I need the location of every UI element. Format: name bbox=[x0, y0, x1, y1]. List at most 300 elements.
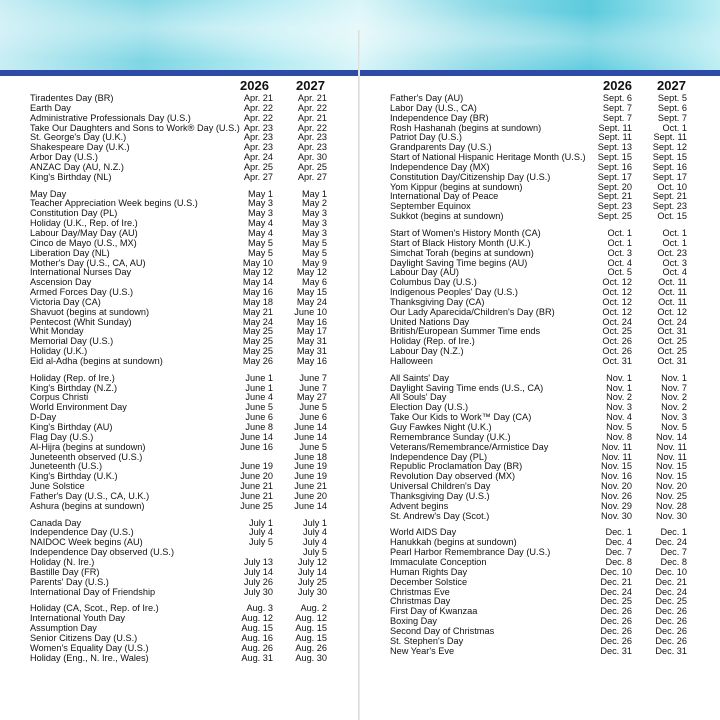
right-month-groups bbox=[390, 94, 690, 656]
date-2027: Aug. 15 bbox=[295, 632, 327, 643]
date-2027: Oct. 25 bbox=[657, 346, 687, 357]
left-page-holiday-list bbox=[30, 78, 330, 718]
holiday-name: Shakespeare Day (U.K.) bbox=[30, 142, 130, 153]
year-label-2026-right: 2026 bbox=[603, 78, 632, 93]
holiday-name: D-Day bbox=[30, 412, 57, 423]
date-2027: July 5 bbox=[302, 547, 327, 558]
date-2026: May 25 bbox=[242, 336, 273, 347]
date-2027: Dec. 26 bbox=[655, 625, 687, 636]
holiday-name: King's Birthday (N.Z.) bbox=[30, 382, 118, 393]
holiday-name: Republic Proclamation Day (BR) bbox=[390, 461, 523, 472]
holiday-name: Our Lady Aparecida/Children's Day (BR) bbox=[390, 306, 555, 317]
date-2027: May 3 bbox=[301, 227, 327, 238]
date-2026: Sept. 21 bbox=[597, 191, 632, 202]
holiday-name: Grandparents Day (U.S.) bbox=[390, 142, 492, 153]
date-2026: Dec. 24 bbox=[600, 586, 632, 597]
date-2026: June 1 bbox=[245, 382, 273, 393]
holiday-name: Teacher Appreciation Week begins (U.S.) bbox=[30, 198, 198, 209]
date-2026: Apr. 23 bbox=[243, 142, 273, 153]
date-2027: Nov. 20 bbox=[656, 481, 687, 492]
date-2026: Dec. 26 bbox=[600, 625, 632, 636]
holiday-row bbox=[390, 347, 690, 357]
date-2027: Nov. 28 bbox=[656, 500, 687, 511]
date-2026: Sept. 25 bbox=[597, 211, 632, 222]
holiday-name: Simchat Torah (begins at sundown) bbox=[390, 247, 534, 258]
date-2027: Oct. 15 bbox=[657, 211, 687, 222]
date-2027: June 7 bbox=[299, 372, 327, 383]
date-2026: May 1 bbox=[247, 188, 273, 199]
date-2026: Apr. 24 bbox=[243, 152, 273, 163]
date-2027: June 7 bbox=[299, 382, 327, 393]
date-2026: Sept. 13 bbox=[597, 142, 632, 153]
date-2027: July 25 bbox=[297, 576, 327, 587]
date-2026: Nov. 29 bbox=[601, 500, 632, 511]
holiday-name: Administrative Professionals Day (U.S.) bbox=[30, 112, 191, 123]
holiday-name: Shavuot (begins at sundown) bbox=[30, 306, 150, 317]
date-2026: July 13 bbox=[243, 556, 273, 567]
holiday-name: Independence Day (U.S.) bbox=[30, 527, 134, 538]
holiday-name: Eid al-Adha (begins at sundown) bbox=[30, 355, 163, 366]
date-2026: Dec. 8 bbox=[605, 556, 632, 567]
date-2027: June 10 bbox=[294, 306, 327, 317]
holiday-row bbox=[30, 502, 330, 512]
month-group bbox=[30, 374, 330, 512]
date-2027: Dec. 25 bbox=[655, 596, 687, 607]
date-2026: Sept. 11 bbox=[598, 132, 632, 143]
holiday-name: Yom Kippur (begins at sundown) bbox=[390, 181, 523, 192]
date-2027: May 24 bbox=[296, 296, 327, 307]
date-2027: Oct. 10 bbox=[657, 181, 687, 192]
date-2026: May 5 bbox=[247, 247, 273, 258]
holiday-name: St. George's Day (U.K.) bbox=[30, 132, 127, 143]
holiday-name: Whit Monday bbox=[30, 326, 84, 337]
date-2027: Oct. 24 bbox=[657, 316, 687, 327]
holiday-name: Patriot Day (U.S.) bbox=[390, 132, 462, 143]
holiday-name: All Souls' Day bbox=[390, 392, 447, 403]
date-2026: May 21 bbox=[242, 306, 273, 317]
holiday-name: Constitution Day (PL) bbox=[30, 208, 118, 219]
date-2026: Nov. 16 bbox=[601, 471, 632, 482]
holiday-name: Veterans/Remembrance/Armistice Day bbox=[390, 441, 549, 452]
date-2026: Oct. 5 bbox=[607, 267, 632, 278]
date-2026: Dec. 26 bbox=[600, 635, 632, 646]
holiday-name: St. Stephen's Day bbox=[390, 635, 464, 646]
holiday-name: International Youth Day bbox=[30, 613, 126, 624]
holiday-name: International Day of Friendship bbox=[30, 586, 156, 597]
holiday-name: Pentecost (Whit Sunday) bbox=[30, 316, 132, 327]
month-group bbox=[30, 190, 330, 367]
date-2026: Sept. 23 bbox=[597, 201, 632, 212]
date-2026: May 3 bbox=[247, 198, 273, 209]
year-header-right bbox=[390, 78, 690, 94]
holiday-name: Constitution Day/Citizenship Day (U.S.) bbox=[390, 171, 551, 182]
date-2026: May 3 bbox=[247, 208, 273, 219]
date-2027: Oct. 11 bbox=[658, 287, 687, 298]
date-2026: Aug. 12 bbox=[241, 613, 273, 624]
date-2027: Nov. 11 bbox=[656, 441, 687, 452]
holiday-name: King's Birthday (U.K.) bbox=[30, 471, 118, 482]
date-2027: Oct. 4 bbox=[662, 267, 687, 278]
date-2026: Nov. 15 bbox=[601, 461, 632, 472]
holiday-name: Start of National Hispanic Heritage Month (U.S.) bbox=[390, 152, 586, 163]
date-2027: Nov. 1 bbox=[661, 372, 687, 383]
date-2027: Dec. 26 bbox=[655, 606, 687, 617]
holiday-row bbox=[390, 212, 690, 222]
date-2026: Apr. 22 bbox=[243, 102, 273, 113]
holiday-name: Daylight Saving Time ends (U.S., CA) bbox=[390, 382, 544, 393]
holiday-name: Labour Day (AU) bbox=[390, 267, 459, 278]
holiday-name: First Day of Kwanzaa bbox=[390, 606, 478, 617]
holiday-name: Independence Day observed (U.S.) bbox=[30, 547, 175, 558]
date-2026: May 12 bbox=[242, 267, 273, 278]
date-2026: May 5 bbox=[247, 237, 273, 248]
date-2027: Oct. 1 bbox=[662, 237, 687, 248]
date-2026: Nov. 8 bbox=[606, 431, 632, 442]
date-2026: Oct. 4 bbox=[607, 257, 632, 268]
date-2026: June 21 bbox=[240, 481, 273, 492]
date-2027: Dec. 26 bbox=[655, 616, 687, 627]
date-2027: Apr. 27 bbox=[297, 171, 327, 182]
date-2027: Apr. 21 bbox=[297, 93, 327, 103]
holiday-name: Take Our Daughters and Sons to Work® Day (U.S.) bbox=[30, 122, 240, 133]
date-2027: Apr. 22 bbox=[297, 122, 327, 133]
date-2027: July 30 bbox=[297, 586, 327, 597]
date-2027: Dec. 7 bbox=[660, 547, 687, 558]
date-2026: July 5 bbox=[248, 537, 273, 548]
date-2026: May 24 bbox=[242, 316, 273, 327]
holiday-name: Boxing Day bbox=[390, 616, 437, 627]
date-2027: May 27 bbox=[296, 392, 327, 403]
date-2027: June 5 bbox=[299, 441, 327, 452]
date-2027: Sept. 6 bbox=[657, 102, 687, 113]
holiday-name: Juneteenth observed (U.S.) bbox=[30, 451, 143, 462]
date-2026: Aug. 26 bbox=[241, 642, 273, 653]
date-2027: Oct. 11 bbox=[658, 277, 687, 288]
date-2026: Nov. 3 bbox=[606, 402, 632, 413]
date-2026: Nov. 1 bbox=[606, 382, 632, 393]
date-2026: Dec. 7 bbox=[605, 547, 632, 558]
date-2026: June 20 bbox=[240, 471, 273, 482]
date-2026: Nov. 30 bbox=[601, 510, 632, 521]
holiday-row bbox=[30, 654, 330, 664]
date-2027: June 14 bbox=[294, 422, 327, 432]
holiday-name: Second Day of Christmas bbox=[390, 625, 495, 636]
holiday-row bbox=[390, 357, 690, 367]
holiday-name: Election Day (U.S.) bbox=[390, 402, 469, 413]
holiday-name: Take Our Kids to Work™ Day (CA) bbox=[390, 412, 532, 423]
holiday-name: Labour Day/May Day (AU) bbox=[30, 227, 138, 238]
holiday-name: June Solstice bbox=[30, 481, 85, 492]
date-2026: Apr. 22 bbox=[243, 112, 273, 123]
holiday-name: Arbor Day (U.S.) bbox=[30, 152, 98, 163]
date-2026: Oct. 31 bbox=[602, 355, 632, 366]
holiday-name: Ashura (begins at sundown) bbox=[30, 500, 145, 511]
date-2026: Nov. 26 bbox=[601, 490, 632, 501]
year-label-2027-left: 2027 bbox=[296, 78, 325, 93]
holiday-name: United Nations Day bbox=[390, 316, 470, 327]
holiday-name: Advent begins bbox=[390, 500, 449, 511]
date-2027: Dec. 24 bbox=[655, 586, 687, 597]
holiday-name: Victoria Day (CA) bbox=[30, 296, 101, 307]
date-2027: Nov. 15 bbox=[656, 471, 687, 482]
holiday-name: Holiday (U.K., Rep. of Ire.) bbox=[30, 218, 138, 229]
holiday-name: Assumption Day bbox=[30, 623, 97, 634]
date-2027: June 14 bbox=[294, 500, 327, 511]
holiday-name: World Environment Day bbox=[30, 402, 127, 413]
date-2026: June 16 bbox=[240, 441, 273, 452]
holiday-name: Holiday (N. Ire.) bbox=[30, 556, 95, 567]
holiday-name: Independence Day (BR) bbox=[390, 112, 489, 123]
date-2027: July 4 bbox=[302, 527, 327, 538]
date-2026: Apr. 23 bbox=[243, 122, 273, 133]
date-2027: Apr. 30 bbox=[297, 152, 327, 163]
holiday-name: King's Birthday (NL) bbox=[30, 171, 112, 182]
date-2026: July 30 bbox=[243, 586, 273, 597]
date-2026: July 26 bbox=[243, 576, 273, 587]
holiday-name: World AIDS Day bbox=[390, 527, 457, 538]
year-header-left bbox=[30, 78, 330, 94]
date-2026: Dec. 31 bbox=[600, 645, 632, 656]
date-2027: July 4 bbox=[302, 537, 327, 548]
holiday-name: Christmas Day bbox=[390, 596, 451, 607]
date-2026: Apr. 27 bbox=[243, 171, 273, 182]
date-2026: May 26 bbox=[242, 355, 273, 366]
date-2027: Oct. 31 bbox=[657, 326, 687, 337]
holiday-name: Parents' Day (U.S.) bbox=[30, 576, 109, 587]
date-2026: Apr. 21 bbox=[243, 93, 273, 103]
date-2026: Sept. 11 bbox=[598, 122, 632, 133]
date-2027: May 31 bbox=[296, 336, 327, 347]
date-2027: June 21 bbox=[294, 481, 327, 492]
holiday-row bbox=[390, 512, 690, 522]
date-2026: Oct. 3 bbox=[607, 247, 632, 258]
date-2027: Oct. 12 bbox=[657, 306, 687, 317]
date-2027: June 20 bbox=[294, 490, 327, 501]
holiday-name: Bastille Day (FR) bbox=[30, 566, 100, 577]
date-2027: Nov. 5 bbox=[661, 422, 687, 432]
holiday-name: September Equinox bbox=[390, 201, 471, 212]
date-2027: Sept. 15 bbox=[652, 152, 687, 163]
date-2027: July 14 bbox=[297, 566, 327, 577]
holiday-name: Remembrance Sunday (U.K.) bbox=[390, 431, 511, 442]
date-2027: Sept. 11 bbox=[653, 132, 687, 143]
holiday-name: Revolution Day observed (MX) bbox=[390, 471, 516, 482]
date-2027: Sept. 17 bbox=[652, 171, 687, 182]
date-2027: Apr. 23 bbox=[297, 132, 327, 143]
date-2027: June 19 bbox=[294, 471, 327, 482]
holiday-name: Sukkot (begins at sundown) bbox=[390, 211, 504, 222]
holiday-name: New Year's Eve bbox=[390, 645, 455, 656]
date-2027: Apr. 23 bbox=[297, 142, 327, 153]
holiday-name: Guy Fawkes Night (U.K.) bbox=[390, 422, 492, 432]
date-2026: Sept. 16 bbox=[597, 161, 632, 172]
holiday-name: Immaculate Conception bbox=[390, 556, 487, 567]
date-2026: May 25 bbox=[242, 326, 273, 337]
holiday-name: May Day bbox=[30, 188, 67, 199]
date-2026: Sept. 7 bbox=[602, 102, 632, 113]
date-2027: Nov. 30 bbox=[656, 510, 687, 521]
date-2026: Aug. 15 bbox=[241, 623, 273, 634]
date-2027: Sept. 7 bbox=[657, 112, 687, 123]
date-2027: Nov. 3 bbox=[661, 412, 687, 423]
date-2027: Nov. 11 bbox=[656, 451, 687, 462]
holiday-name: Independence Day (PL) bbox=[390, 451, 488, 462]
holiday-name: Rosh Hashanah (begins at sundown) bbox=[390, 122, 542, 133]
date-2027: May 31 bbox=[296, 346, 327, 357]
holiday-name: Holiday (CA, Scot., Rep. of Ire.) bbox=[30, 603, 159, 614]
date-2026: Sept. 6 bbox=[602, 93, 632, 103]
holiday-name: Labor Day (U.S., CA) bbox=[390, 102, 477, 113]
year-label-2026-left: 2026 bbox=[240, 78, 269, 93]
holiday-name: Flag Day (U.S.) bbox=[30, 431, 94, 442]
date-2026: Dec. 26 bbox=[600, 616, 632, 627]
date-2026: May 10 bbox=[242, 257, 273, 268]
date-2026: Dec. 10 bbox=[600, 566, 632, 577]
holiday-row bbox=[30, 357, 330, 367]
date-2027: May 5 bbox=[301, 237, 327, 248]
month-group bbox=[390, 374, 690, 522]
date-2026: June 25 bbox=[240, 500, 273, 511]
date-2027: Dec. 21 bbox=[655, 576, 687, 587]
date-2027: Nov. 2 bbox=[661, 402, 687, 413]
holiday-name: Father's Day (U.S., CA, U.K.) bbox=[30, 490, 150, 501]
date-2027: May 17 bbox=[296, 326, 327, 337]
date-2027: Dec. 8 bbox=[660, 556, 687, 567]
holiday-name: Start of Women's History Month (CA) bbox=[390, 227, 541, 238]
date-2027: Nov. 7 bbox=[661, 382, 687, 393]
date-2027: Dec. 1 bbox=[660, 527, 687, 538]
holiday-row bbox=[30, 94, 330, 104]
date-2027: May 2 bbox=[301, 198, 327, 209]
holiday-row bbox=[30, 403, 330, 413]
holiday-name: King's Birthday (AU) bbox=[30, 422, 113, 432]
date-2026: Dec. 1 bbox=[605, 527, 632, 538]
holiday-name: Holiday (Eng., N. Ire., Wales) bbox=[30, 652, 149, 663]
date-2026: Oct. 12 bbox=[602, 287, 632, 298]
holiday-name: Labour Day (N.Z.) bbox=[390, 346, 464, 357]
date-2026: July 14 bbox=[243, 566, 273, 577]
date-2026: Dec. 21 bbox=[600, 576, 632, 587]
date-2026: Apr. 25 bbox=[243, 161, 273, 172]
date-2026: Oct. 1 bbox=[607, 237, 632, 248]
date-2026: Aug. 31 bbox=[241, 652, 273, 663]
holiday-name: Tiradentes Day (BR) bbox=[30, 93, 114, 103]
holiday-name: Mother's Day (U.S., CA, AU) bbox=[30, 257, 146, 268]
date-2026: June 21 bbox=[240, 490, 273, 501]
date-2026: May 18 bbox=[242, 296, 273, 307]
holiday-name: Holiday (U.K.) bbox=[30, 346, 88, 357]
month-group bbox=[30, 604, 330, 663]
date-2026: Dec. 26 bbox=[600, 606, 632, 617]
date-2027: Sept. 12 bbox=[652, 142, 687, 153]
date-2027: Nov. 25 bbox=[656, 490, 687, 501]
holiday-name: Start of Black History Month (U.K.) bbox=[390, 237, 531, 248]
date-2026: Nov. 4 bbox=[606, 412, 632, 423]
holiday-name: Halloween bbox=[390, 355, 433, 366]
date-2026: June 1 bbox=[245, 372, 273, 383]
date-2026: Nov. 1 bbox=[606, 372, 632, 383]
header-watercolor-banner bbox=[0, 0, 720, 70]
month-group bbox=[30, 519, 330, 598]
date-2026: Sept. 7 bbox=[602, 112, 632, 123]
date-2027: Oct. 3 bbox=[662, 257, 687, 268]
date-2027: Sept. 23 bbox=[652, 201, 687, 212]
holiday-name: Holiday (Rep. of Ire.) bbox=[30, 372, 115, 383]
date-2026: June 5 bbox=[245, 402, 273, 413]
page-gutter-divider bbox=[358, 30, 360, 720]
date-2027: Dec. 24 bbox=[655, 537, 687, 548]
holiday-name: Christmas Eve bbox=[390, 586, 450, 597]
holiday-name: Thanksgiving Day (U.S.) bbox=[390, 490, 490, 501]
date-2027: June 18 bbox=[294, 451, 327, 462]
date-2027: Aug. 12 bbox=[295, 613, 327, 624]
date-2026: Aug. 3 bbox=[246, 603, 273, 614]
date-2027: July 1 bbox=[302, 517, 327, 528]
date-2027: May 5 bbox=[301, 247, 327, 258]
date-2027: Sept. 21 bbox=[652, 191, 687, 202]
date-2027: June 19 bbox=[294, 461, 327, 472]
date-2027: May 3 bbox=[301, 208, 327, 219]
date-2026: Nov. 20 bbox=[601, 481, 632, 492]
date-2027: Oct. 23 bbox=[657, 247, 687, 258]
holiday-name: Armed Forces Day (U.S.) bbox=[30, 287, 134, 298]
month-group bbox=[390, 94, 690, 222]
date-2027: June 14 bbox=[294, 431, 327, 442]
date-2027: Nov. 14 bbox=[656, 431, 687, 442]
date-2027: Sept. 16 bbox=[652, 161, 687, 172]
holiday-name: Senior Citizens Day (U.S.) bbox=[30, 632, 138, 643]
holiday-row bbox=[390, 647, 690, 657]
date-2027: Sept. 5 bbox=[657, 93, 687, 103]
date-2027: Oct. 1 bbox=[662, 122, 687, 133]
holiday-name: International Day of Peace bbox=[390, 191, 499, 202]
date-2026: Oct. 12 bbox=[602, 277, 632, 288]
holiday-name: Al-Hijra (begins at sundown) bbox=[30, 441, 146, 452]
month-group bbox=[390, 229, 690, 367]
date-2026: June 6 bbox=[245, 412, 273, 423]
date-2027: Oct. 25 bbox=[657, 336, 687, 347]
date-2026: May 14 bbox=[242, 277, 273, 288]
holiday-name: Human Rights Day bbox=[390, 566, 468, 577]
date-2027: June 6 bbox=[299, 412, 327, 423]
holiday-name: ANZAC Day (AU, N.Z.) bbox=[30, 161, 124, 172]
holiday-name: All Saints' Day bbox=[390, 372, 449, 383]
date-2027: Nov. 2 bbox=[661, 392, 687, 403]
date-2026: Sept. 17 bbox=[597, 171, 632, 182]
date-2026: June 8 bbox=[245, 422, 273, 432]
date-2027: May 12 bbox=[296, 267, 327, 278]
holiday-name: St. Andrew's Day (Scot.) bbox=[390, 510, 490, 521]
month-group bbox=[30, 94, 330, 183]
date-2026: Nov. 11 bbox=[601, 441, 632, 452]
holiday-name: Earth Day bbox=[30, 102, 71, 113]
date-2026: Nov. 11 bbox=[601, 451, 632, 462]
date-2027: May 15 bbox=[296, 287, 327, 298]
holiday-name: International Nurses Day bbox=[30, 267, 132, 278]
holiday-name: Cinco de Mayo (U.S., MX) bbox=[30, 237, 137, 248]
holiday-name: Daylight Saving Time begins (AU) bbox=[390, 257, 528, 268]
holiday-name: Universal Children's Day bbox=[390, 481, 491, 492]
date-2026: Oct. 25 bbox=[602, 326, 632, 337]
month-group bbox=[390, 528, 690, 656]
date-2027: May 16 bbox=[296, 355, 327, 366]
holiday-name: Canada Day bbox=[30, 517, 82, 528]
holiday-name: Pearl Harbor Remembrance Day (U.S.) bbox=[390, 547, 551, 558]
date-2027: May 3 bbox=[301, 218, 327, 229]
holiday-name: Independence Day (MX) bbox=[390, 161, 490, 172]
date-2027: Dec. 10 bbox=[655, 566, 687, 577]
date-2026: Oct. 26 bbox=[602, 346, 632, 357]
